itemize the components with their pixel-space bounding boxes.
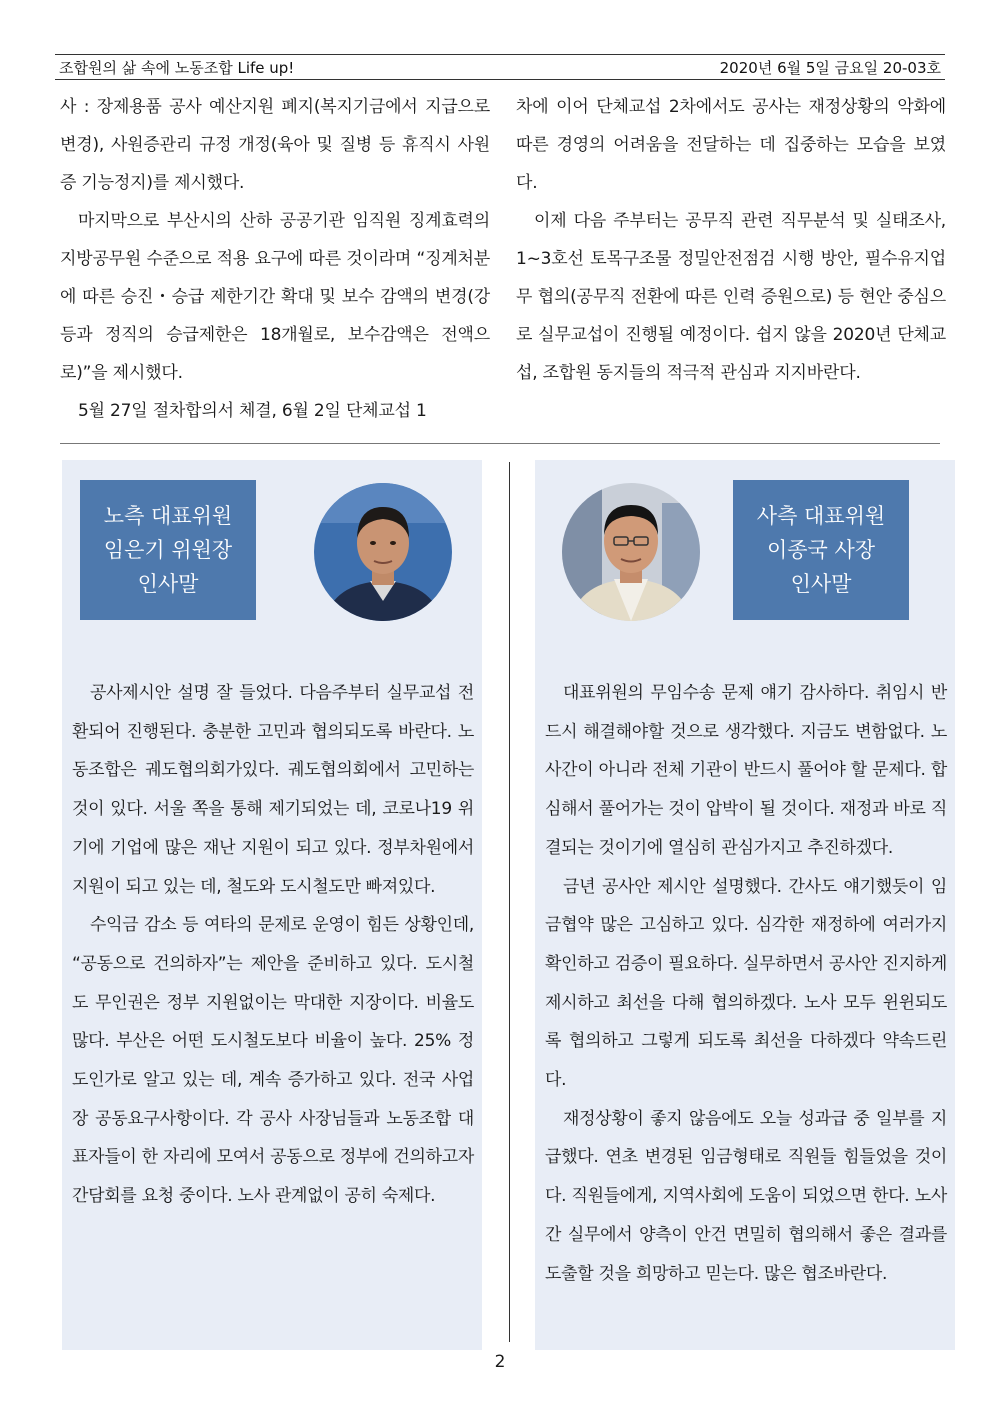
page-header [55, 54, 945, 80]
article-paragraph: 차에 이어 단체교섭 2차에서도 공사는 재정상황의 악화에 따른 경영의 어려움을 전달하는 데 집중하는 모습을 보였다. [516, 97, 946, 193]
article-left-column [60, 88, 490, 430]
article-paragraph: 이제 다음 주부터는 공무직 관련 직무분석 및 실태조사, 1~3호선 토목구조물 정밀안전점검 시행 방안, 필수유지업무 협의(공무직 전환에 따른 인력 증원으로) 등 현안 중심으로 실무교섭이 진행될 예정이다. 쉽지 않을 2020년 단체교섭, 조합원 동지들의 적극적 관심과 지지바란다. [516, 211, 946, 383]
labor-title-box [80, 480, 256, 620]
speech-paragraph: 금년 공사안 제시안 설명했다. 간사도 얘기했듯이 임금협약 많은 고심하고 있다. 심각한 재정하에 여러가지 확인하고 검증이 필요하다. 실무하면서 공사안 진지하게 제시하고 최선을 다해 협의하겠다. 노사 모두 윈윈되도록 협의하고 그렇게 되도록 최선을 다하겠다 약속드린다. [545, 876, 947, 1091]
title-line: 인사말 [137, 572, 199, 596]
article-paragraph: 마지막으로 부산시의 산하 공공기관 임직원 징계효력의 지방공무원 수준으로 적용 요구에 따른 것이라며 “징계처분에 따른 승진・승급 제한기간 확대 및 보수 감액의 변경(강등과 정직의 승급제한은 18개월로, 보수감액은 전액으로)”을 제시했다. [60, 211, 490, 383]
management-title-box [733, 480, 909, 620]
title-line: 사측 대표위원 [756, 504, 886, 528]
labor-representative-photo [314, 483, 452, 621]
page-number: 2 [494, 1352, 506, 1372]
title-line: 인사말 [790, 572, 852, 596]
column-divider [509, 462, 510, 1342]
speech-paragraph: 공사제시안 설명 잘 들었다. 다음주부터 실무교섭 전환되어 진행된다. 충분한 고민과 협의되도록 바란다. 노동조합은 궤도협의회가있다. 궤도협의회에서 고민하는 것이 있다. 서울 쪽을 통해 제기되었는 데, 코로나19 위기에 기업에 많은 재난 지원이 되고 있다. 정부차원에서 지원이 되고 있는 데, 철도와 도시철도만 빠져있다. [72, 683, 474, 897]
title-line: 임은기 위원장 [103, 538, 233, 562]
section-divider [60, 443, 940, 444]
header-publication-slogan: 조합원의 삶 속에 노동조합 Life up! [59, 58, 295, 77]
speech-paragraph: 재정상황이 좋지 않음에도 오늘 성과급 중 일부를 지급했다. 연초 변경된 임금형태로 직원들 힘들었을 것이다. 직원들에게, 지역사회에 도움이 되었으면 한다. 노사간 실무에서 양측이 안건 면밀히 협의해서 좋은 결과를 도출할 것을 희망하고 믿는다. 많은 협조바란다. [545, 1108, 947, 1284]
article-paragraph: 5월 27일 절차합의서 체결, 6월 2일 단체교섭 1 [78, 401, 427, 421]
speech-paragraph: 대표위원의 무임수송 문제 얘기 감사하다. 취임시 반드시 해결해야할 것으로 생각했다. 지금도 변함없다. 노사간이 아니라 전체 기관이 반드시 풀어야 할 문제다. 합심해서 풀어가는 것이 압박이 될 것이다. 재정과 바로 직결되는 것이기에 열심히 관심가지고 추진하겠다. [545, 683, 947, 858]
management-representative-panel [535, 460, 955, 1350]
article-right-column [516, 88, 946, 392]
labor-representative-panel [62, 460, 482, 1350]
speech-paragraph: 수익금 감소 등 여타의 문제로 운영이 힘든 상황인데, “공동으로 건의하자”는 제안을 준비하고 있다. 도시철도 무인권은 정부 지원없이는 막대한 지장이다. 비율도 많다. 부산은 어떤 도시철도보다 비율이 높다. 25% 정도인가로 알고 있는 데, 계속 증가하고 있다. 전국 사업장 공동요구사항이다. 각 공사 사장님들과 노동조합 대표자들이 한 자리에 모여서 공동으로 정부에 건의하고자 간담회를 요청 중이다. 노사 관계없이 공히 숙제다. [72, 915, 474, 1207]
management-greeting-speech [545, 674, 947, 1293]
header-issue-date: 2020년 6월 5일 금요일 20-03호 [719, 58, 941, 77]
management-representative-photo [562, 483, 700, 621]
title-line: 이종국 사장 [766, 538, 876, 562]
title-line: 노측 대표위원 [103, 504, 233, 528]
article-paragraph: 사 : 장제용품 공사 예산지원 폐지(복지기금에서 지급으로 변경), 사원증관리 규정 개정(육아 및 질병 등 휴직시 사원증 기능정지)를 제시했다. [60, 97, 490, 193]
labor-greeting-speech [72, 674, 474, 1216]
